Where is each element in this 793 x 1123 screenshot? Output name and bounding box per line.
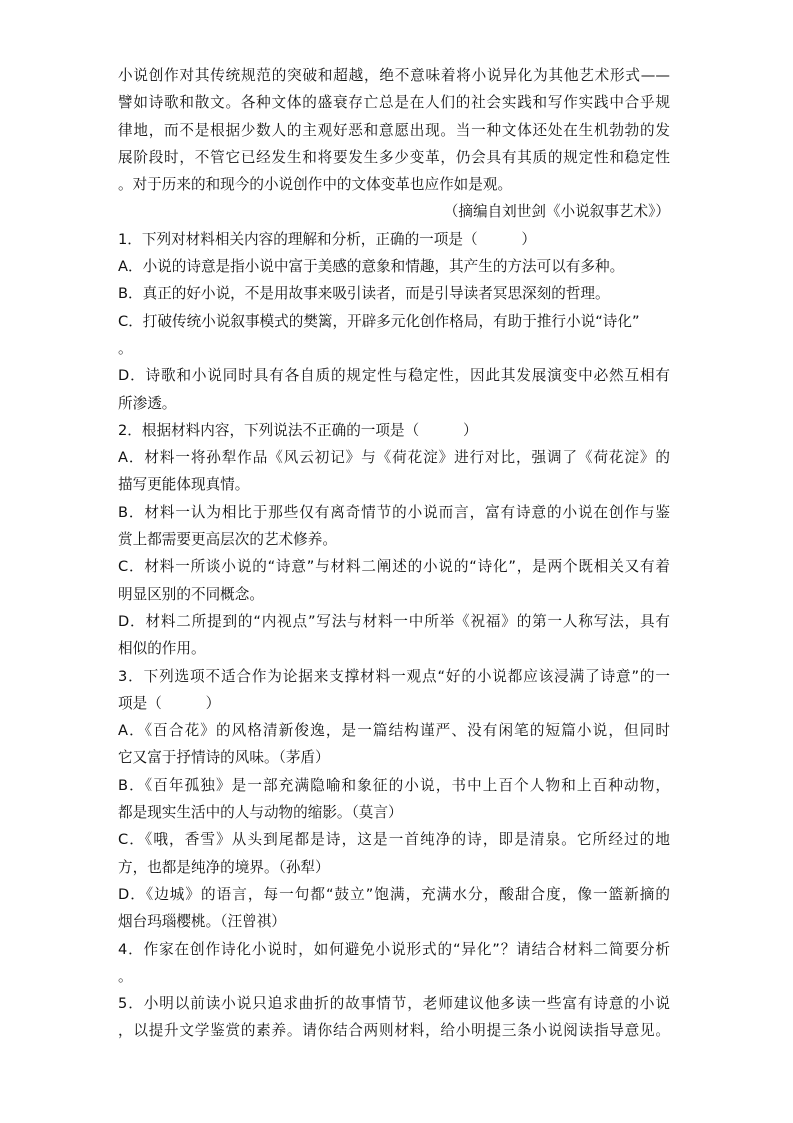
question-stem: 5．小明以前读小说只追求曲折的故事情节，老师建议他多读一些富有诗意的小说 [118, 995, 670, 1013]
passage-line: 小说创作对其传统规范的突破和超越，绝不意味着将小说异化为其他艺术形式—— [118, 67, 670, 84]
option-a: A．小说的诗意是指小说中富于美感的意象和情趣，其产生的方法可以有多种。 [118, 258, 625, 276]
passage [118, 62, 670, 226]
question-5 [118, 990, 670, 1045]
option-d-continued: 相似的作用。 [118, 640, 206, 658]
option-c: C．材料一所谈小说的“诗意”与材料二阐述的小说的“诗化”，是两个既相关又有着 [118, 558, 670, 576]
question-4 [118, 936, 670, 991]
option-c: C．打破传统小说叙事模式的樊篱，开辟多元化创作格局，有助于推行小说“诗化” [118, 312, 640, 330]
option-b: B．材料一认为相比于那些仅有离奇情节的小说而言，富有诗意的小说在创作与鉴 [118, 503, 670, 521]
option-c-continued: 明显区别的不同概念。 [118, 585, 264, 603]
question-stem: 4．作家在创作诗化小说时，如何避免小说形式的“异化”？请结合材料二简要分析 [118, 940, 670, 958]
question-stem-continued: 。 [118, 967, 133, 985]
option-a-continued: 它又富于抒情诗的风味。（茅盾） [118, 749, 330, 767]
document-page [118, 62, 670, 1045]
option-d-continued: 烟台玛瑙樱桃。（汪曾祺） [118, 913, 286, 931]
option-d: D．诗歌和小说同时具有各自质的规定性与稳定性，因此其发展演变中必然互相有 [118, 367, 670, 385]
question-2 [118, 417, 670, 663]
passage-line: 。对于历来的和现今的小说创作中的文体变革也应作如是观。 [118, 176, 513, 194]
passage-line: 譬如诗歌和散文。各种文体的盛衰存亡总是在人们的社会实践和写作实践中合乎规 [118, 94, 670, 112]
option-d: D．《边城》的语言，每一句都“鼓立”饱满，充满水分，酸甜合度，像一篮新摘的 [118, 885, 670, 903]
option-d-continued: 所渗透。 [118, 394, 177, 412]
question-stem-continued: 项是（ ） [118, 694, 221, 712]
passage-line: 律地，而不是根据少数人的主观好恶和意愿出现。当一种文体还处在生机勃勃的发 [118, 121, 670, 139]
question-stem: 2．根据材料内容，下列说法不正确的一项是（ ） [118, 421, 478, 439]
option-a: A．《百合花》的风格清新俊逸，是一篇结构谨严、没有闲笔的短篇小说，但同时 [118, 722, 670, 740]
question-stem: 3．下列选项不适合作为论据来支撑材料一观点“好的小说都应该浸满了诗意”的一 [118, 667, 670, 685]
option-d: D．材料二所提到的“内视点”写法与材料一中所举《祝福》的第一人称写法，具有 [118, 612, 670, 630]
option-b: B．真正的好小说，不是用故事来吸引读者，而是引导读者冥思深刻的哲理。 [118, 285, 610, 303]
option-c-continued: 方，也都是纯净的境界。（孙犁） [118, 858, 330, 876]
option-c-continued: 。 [118, 339, 133, 357]
option-c: C．《哦，香雪》从头到尾都是诗，这是一首纯净的诗，即是清泉。它所经过的地 [118, 831, 670, 849]
option-b-continued: 都是现实生活中的人与动物的缩影。（莫言） [118, 804, 403, 822]
question-3 [118, 663, 670, 936]
question-stem: 1．下列对材料相关内容的理解和分析，正确的一项是（ ） [118, 230, 536, 248]
option-b-continued: 赏上都需要更高层次的艺术修养。 [118, 531, 337, 549]
passage-source: （摘编自刘世剑《小说叙事艺术》） [443, 203, 670, 221]
option-b: B．《百年孤独》是一部充满隐喻和象征的小说，书中上百个人物和上百种动物， [118, 776, 670, 794]
option-a-continued: 描写更能体现真情。 [118, 476, 250, 494]
question-stem-continued: ，以提升文学鉴赏的素养。请你结合两则材料，给小明提三条小说阅读指导意见。 [118, 1022, 670, 1040]
option-a: A．材料一将孙犁作品《风云初记》与《荷花淀》进行对比，强调了《荷花淀》的 [118, 449, 670, 467]
question-1 [118, 226, 670, 417]
passage-line: 展阶段时，不管它已经发生和将要发生多少变革，仍会具有其质的规定性和稳定性 [118, 148, 670, 166]
